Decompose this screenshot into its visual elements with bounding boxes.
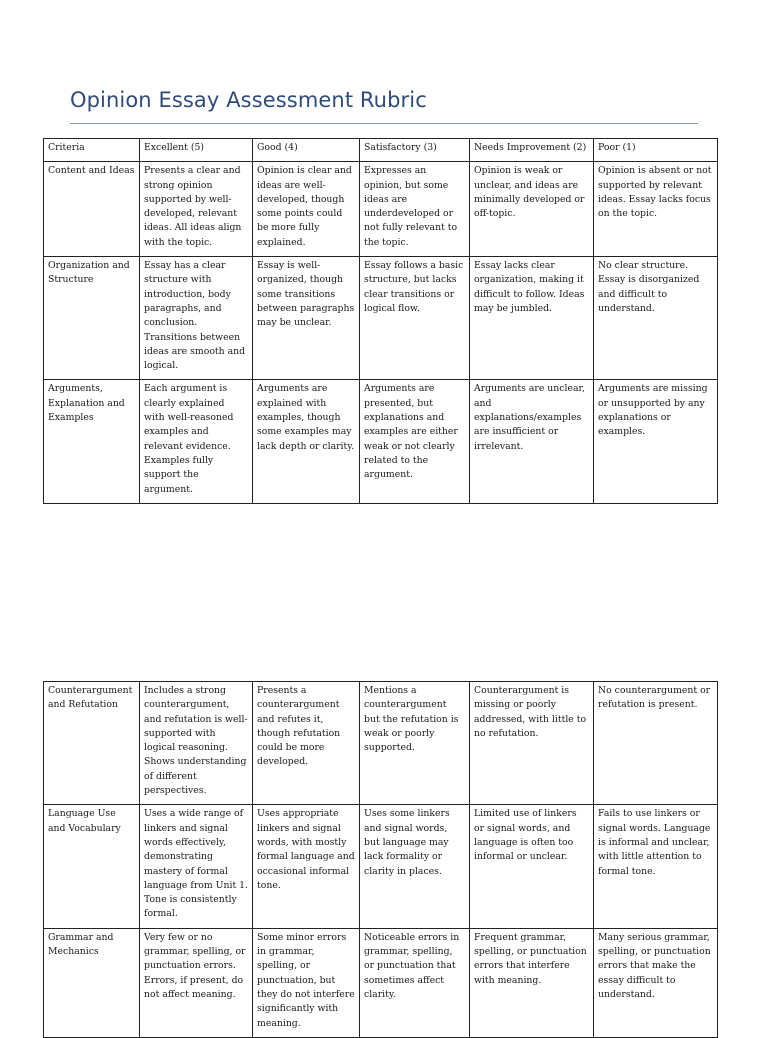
page-title: Opinion Essay Assessment Rubric [70, 88, 427, 112]
header-cell: Criteria [44, 139, 140, 162]
descriptor-cell: Opinion is clear and ideas are well-developed, though some points could be more fully explained. [253, 162, 360, 257]
descriptor-cell: Arguments are presented, but explanations and examples are either weak or not clearly related to the argument. [360, 380, 470, 503]
descriptor-cell: Some minor errors in grammar, spelling, or punctuation, but they do not interfere significantly with meaning. [253, 928, 360, 1037]
descriptor-cell: Arguments are unclear, and explanations/examples are insufficient or irrelevant. [470, 380, 594, 503]
descriptor-cell: Opinion is weak or unclear, and ideas are minimally developed or off-topic. [470, 162, 594, 257]
table-row [44, 162, 718, 257]
descriptor-cell: Uses some linkers and signal words, but language may lack formality or clarity in places. [360, 805, 470, 928]
table-row [44, 928, 718, 1037]
descriptor-cell: Opinion is absent or not supported by relevant ideas. Essay lacks focus on the topic. [594, 162, 718, 257]
descriptor-cell: Expresses an opinion, but some ideas are underdeveloped or not fully relevant to the topic. [360, 162, 470, 257]
rubric-table-part-1 [43, 138, 718, 504]
criteria-cell: Content and Ideas [44, 162, 140, 257]
criteria-cell: Arguments, Explanation and Examples [44, 380, 140, 503]
descriptor-cell: Uses appropriate linkers and signal words, with mostly formal language and occasional informal tone. [253, 805, 360, 928]
descriptor-cell: Many serious grammar, spelling, or punctuation errors that make the essay difficult to understand. [594, 928, 718, 1037]
descriptor-cell: Presents a counterargument and refutes it, though refutation could be more developed. [253, 682, 360, 805]
rubric-table-part-2 [43, 681, 718, 1038]
table-row [44, 682, 718, 805]
descriptor-cell: No clear structure. Essay is disorganized and difficult to understand. [594, 257, 718, 380]
table-row [44, 805, 718, 928]
descriptor-cell: Frequent grammar, spelling, or punctuation errors that interfere with meaning. [470, 928, 594, 1037]
descriptor-cell: Includes a strong counterargument, and refutation is well-supported with logical reasoning. Shows understanding of different perspectives. [140, 682, 253, 805]
criteria-cell: Grammar and Mechanics [44, 928, 140, 1037]
descriptor-cell: No counterargument or refutation is present. [594, 682, 718, 805]
descriptor-cell: Noticeable errors in grammar, spelling, or punctuation that sometimes affect clarity. [360, 928, 470, 1037]
header-cell: Excellent (5) [140, 139, 253, 162]
descriptor-cell: Essay follows a basic structure, but lacks clear transitions or logical flow. [360, 257, 470, 380]
header-cell: Satisfactory (3) [360, 139, 470, 162]
descriptor-cell: Essay lacks clear organization, making it difficult to follow. Ideas may be jumbled. [470, 257, 594, 380]
header-cell: Needs Improvement (2) [470, 139, 594, 162]
header-cell: Good (4) [253, 139, 360, 162]
descriptor-cell: Arguments are explained with examples, though some examples may lack depth or clarity. [253, 380, 360, 503]
descriptor-cell: Essay is well-organized, though some transitions between paragraphs may be unclear. [253, 257, 360, 380]
header-cell: Poor (1) [594, 139, 718, 162]
descriptor-cell: Counterargument is missing or poorly addressed, with little to no refutation. [470, 682, 594, 805]
criteria-cell: Counterargument and Refutation [44, 682, 140, 805]
descriptor-cell: Fails to use linkers or signal words. Language is informal and unclear, with little attention to formal tone. [594, 805, 718, 928]
descriptor-cell: Presents a clear and strong opinion supported by well-developed, relevant ideas. All ideas align with the topic. [140, 162, 253, 257]
criteria-cell: Language Use and Vocabulary [44, 805, 140, 928]
descriptor-cell: Very few or no grammar, spelling, or punctuation errors. Errors, if present, do not affect meaning. [140, 928, 253, 1037]
descriptor-cell: Limited use of linkers or signal words, and language is often too informal or unclear. [470, 805, 594, 928]
descriptor-cell: Mentions a counterargument but the refutation is weak or poorly supported. [360, 682, 470, 805]
table-row [44, 257, 718, 380]
title-underline [70, 123, 698, 124]
descriptor-cell: Uses a wide range of linkers and signal words effectively, demonstrating mastery of formal language from Unit 1. Tone is consistently formal. [140, 805, 253, 928]
criteria-cell: Organization and Structure [44, 257, 140, 380]
descriptor-cell: Arguments are missing or unsupported by any explanations or examples. [594, 380, 718, 503]
table-header-row [44, 139, 718, 162]
table-row [44, 380, 718, 503]
descriptor-cell: Each argument is clearly explained with well-reasoned examples and relevant evidence. Examples fully support the argument. [140, 380, 253, 503]
descriptor-cell: Essay has a clear structure with introduction, body paragraphs, and conclusion. Transitions between ideas are smooth and logical. [140, 257, 253, 380]
